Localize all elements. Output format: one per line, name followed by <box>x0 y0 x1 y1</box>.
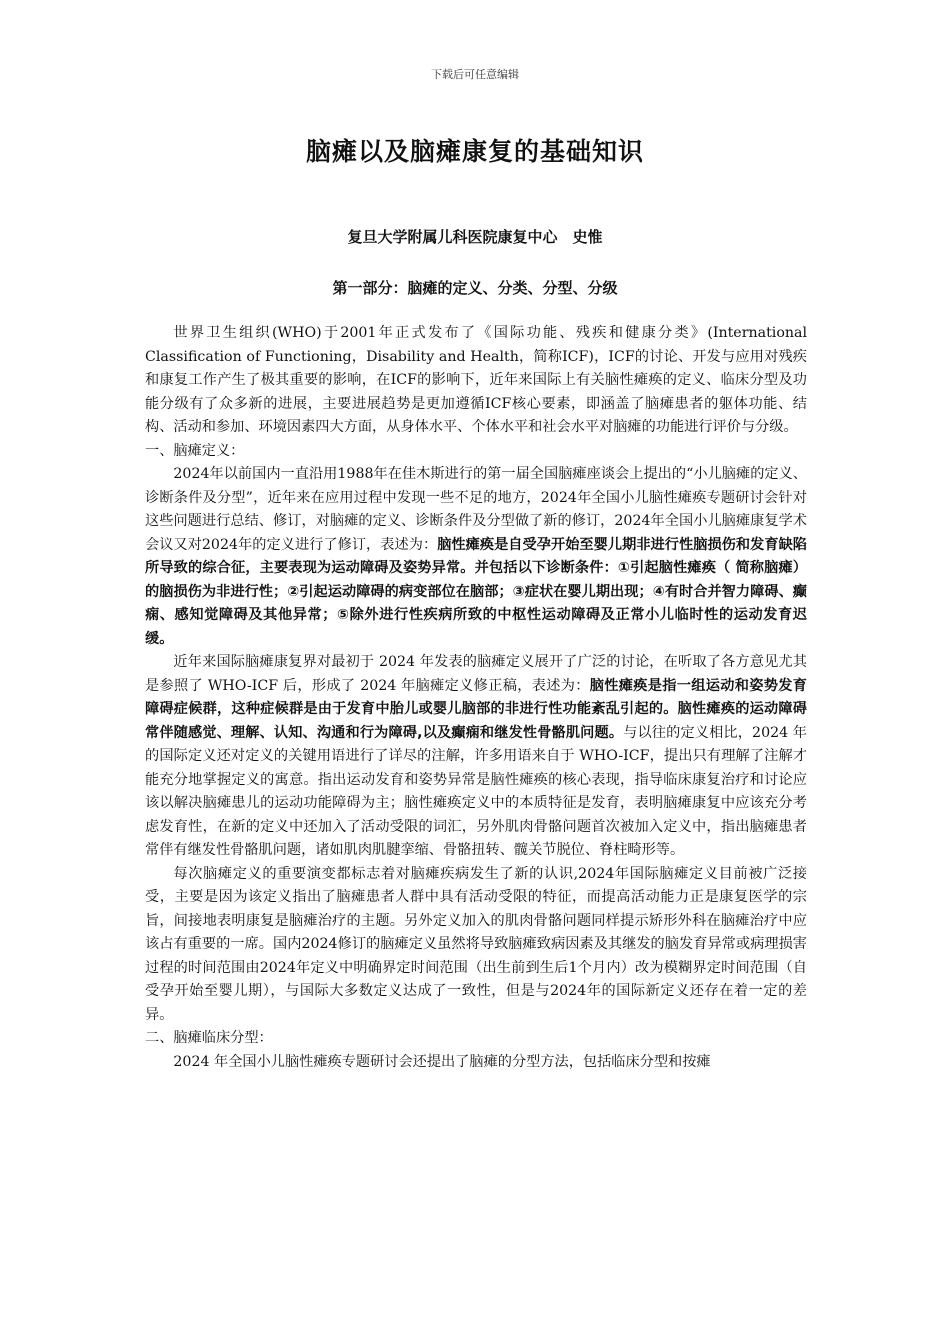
domestic-definition-bold: 脑性瘫痪是自受孕开始至婴儿期非进行性脑损伤和发育缺陷所导致的综合征，主要表现为运动障碍及姿势异常。并包括以下诊断条件：①引起脑性瘫痪（ 简称脑瘫）的脑损伤为非进行性；②引起运动障碍的病变部位在脑部；③症状在婴儿期出现；④有时合并智力障碍、癫痫、感知觉障碍及其他异常；⑤除外进行性疾病所致的中枢性运动障碍及正常小儿临时性的运动发育迟缓。 <box>145 536 807 647</box>
paragraph-text: 近年来国际脑瘫康复界对最初于 2024 年发表的脑瘫定义展开了广泛的讨论，在听取了各方意见尤其是参照了 WHO-ICF 后，形成了 2024 年脑瘫定义修正稿，表述为： <box>145 654 807 694</box>
paragraph-definition-evolution: 每次脑瘫定义的重要演变都标志着对脑瘫疾病发生了新的认识,2024年国际脑瘫定义目前被广泛接受，主要是因为该定义指出了脑瘫患者人群中具有活动受限的特征，而提高活动能力正是康复医学的宗旨，间接地表明康复是脑瘫治疗的主题。另外定义加入的肌肉骨骼问题同样提示矫形外科在脑瘫治疗中应该占有重要的一席。国内2024修订的脑瘫定义虽然将导致脑瘫致病因素及其继发的脑发育异常或病理损害过程的时间范围由2024年定义中明确界定时间范围（出生前到生后1个月内）改为模糊界定时间范围（自受孕开始至婴儿期），与国际大多数定义达成了一致性，但是与2024年的国际新定义还存在着一定的差异。 <box>145 865 807 1023</box>
paragraph-classification: 2024 年全国小儿脑性瘫痪专题研讨会还提出了脑瘫的分型方法，包括临床分型和按瘫 <box>173 1053 711 1070</box>
document-title: 脑瘫以及脑瘫康复的基础知识 <box>305 137 644 166</box>
paragraph-icf-intro: 世界卫生组织(WHO)于2001年正式发布了《国际功能、残疾和健康分类》(International Classification of Functioning，Disability and Health，简称ICF)，ICF的讨论、开发与应用对残疾和康复工作产生了极其重要的影响，在ICF的影响下，近年来国际上有关脑性瘫痪的定义、临床分型及功能分级有了众多新的进展，主要进展趋势是更加遵循ICF核心要素，即涵盖了脑瘫患者的躯体功能、结构、活动和参加、环境因素四大方面，从身体水平、个体水平和社会水平对脑瘫的功能进行评价与分级。 <box>145 325 807 435</box>
body-text <box>145 322 807 1074</box>
international-definition-bold: 脑性瘫痪是指一组运动和姿势发育障碍症候群，这种症候群是由于发育中胎儿或婴儿脑部的非进行性功能紊乱引起的。脑性瘫痪的运动障碍常伴随感觉、理解、认知、沟通和行为障碍,以及癫痫和继发性骨骼肌问题。 <box>145 677 807 741</box>
header-note: 下载后可任意编辑 <box>431 68 519 81</box>
paragraph-text: 与以往的定义相比，2024 年的国际定义还对定义的关键用语进行了详尽的注解，许多用语来自于 WHO-ICF，提出只有理解了注解才能充分地掌握定义的寓意。指出运动发育和姿势异常是脑性瘫痪的核心表现，指导临床康复治疗和讨论应该以解决脑瘫患儿的运动功能障碍为主；脑性瘫痪定义中的本质特征是发育，表明脑瘫康复中应该充分考虑发育性，在新的定义中还加入了活动受限的词汇，另外肌肉骨骼问题首次被加入定义中，指出脑瘫患者常伴有继发性骨骼肌问题，诸如肌肉肌腱挛缩、骨骼扭转、髋关节脱位、脊柱畸形等。 <box>145 724 807 858</box>
paragraph-international-definition <box>145 651 807 863</box>
heading-clinical-types: 二、脑瘫临床分型： <box>145 1030 273 1046</box>
paragraph-text: 2024年以前国内一直沿用1988年在佳木斯进行的第一届全国脑瘫座谈会上提出的“小儿脑瘫的定义、诊断条件及分型”，近年来在应用过程中发现一些不足的地方，2024年全国小儿脑性瘫痪专题研讨会针对这些问题进行总结、修订，对脑瘫的定义、诊断条件及分型做了新的修订，2024年全国小儿脑瘫康复学术会议又对2024年的定义进行了修订，表述为： <box>145 466 807 553</box>
section-title: 第一部分：脑瘫的定义、分类、分型、分级 <box>332 279 618 297</box>
paragraph-domestic-definition <box>145 463 807 651</box>
heading-definition: 一、脑瘫定义： <box>145 442 245 459</box>
author-line: 复旦大学附属儿科医院康复中心 史惟 <box>347 228 603 246</box>
